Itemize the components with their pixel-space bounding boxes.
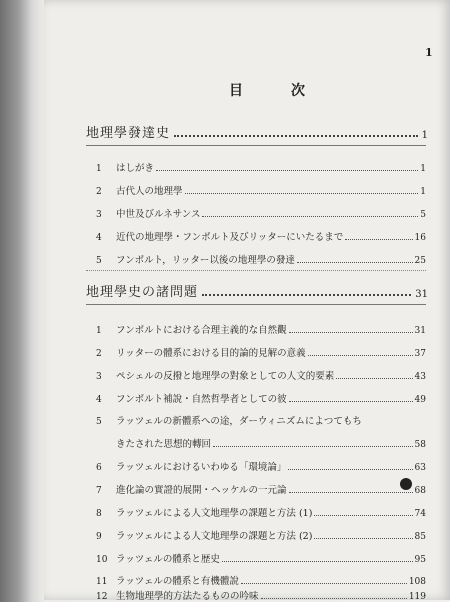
entry-title: ラッツェルによる人文地理學の課題と方法 (1): [116, 508, 313, 519]
section-rule: [86, 304, 426, 305]
entry-title: ペシェルの反撥と地理學の對象としての人文的要素: [116, 371, 335, 382]
entry-title: ラッツェルの體系と有機體說: [116, 576, 239, 587]
leader-dots: [308, 354, 413, 356]
entry-title: ラッツェルの新體系への途，ダーウィニズムによつてもち: [116, 416, 362, 427]
entry-title: フンボルトにおける合理主義的な自然觀: [116, 325, 287, 336]
toc-entry: [96, 368, 426, 382]
toc-entry: [96, 206, 426, 220]
entry-title: 古代人の地理學: [116, 186, 183, 197]
entry-number: 1: [96, 164, 102, 174]
leader-dots: [297, 261, 413, 263]
toc-entry: [96, 413, 426, 427]
entry-number: 3: [96, 210, 102, 220]
leader-dots: [289, 491, 413, 493]
toc-entry: [96, 482, 426, 496]
entry-number: 12: [96, 592, 108, 602]
leader-dots: [289, 331, 413, 333]
entry-number: 7: [96, 486, 102, 496]
leader-dots: [314, 537, 412, 539]
toc-entry: [96, 459, 426, 473]
entry-number: 5: [96, 256, 102, 266]
toc-heading: 目次: [229, 83, 353, 99]
entry-number: 2: [96, 187, 102, 197]
entry-title: ラッツェルによる人文地理學の課題と方法 (2): [116, 531, 313, 542]
entry-number: 2: [96, 349, 102, 359]
entry-page: 58: [414, 440, 426, 450]
entry-page: 5: [420, 210, 426, 220]
leader-dots: [202, 215, 418, 217]
section-page: 1: [421, 130, 428, 141]
leader-dots: [336, 377, 412, 379]
section-title-1: [86, 122, 428, 141]
entry-page: 108: [408, 577, 426, 587]
binder-ring-icon: [400, 478, 412, 490]
entry-number: 10: [96, 555, 108, 565]
entry-title: リッターの體系における目的論的見解の意義: [116, 348, 306, 359]
section-title-2: [86, 281, 428, 300]
entry-title: フンボルト補說・自然哲學者としての彼: [116, 394, 287, 405]
entry-number: 4: [96, 233, 102, 243]
leader-dots: [289, 400, 413, 402]
entry-number: 9: [96, 532, 102, 542]
entry-page: 95: [414, 555, 426, 565]
entry-title: 進化論の實證的展開・ヘッケルの一元論: [116, 485, 287, 496]
entry-page: 68: [414, 486, 426, 496]
section-divider: [86, 270, 426, 271]
entry-page: 49: [414, 395, 426, 405]
leader-dots: [156, 169, 418, 171]
entry-number: 6: [96, 463, 102, 473]
page-number: 1: [425, 46, 433, 59]
leader-dots: [288, 468, 412, 470]
toc-entry: [96, 345, 426, 359]
section-page: 31: [415, 289, 428, 300]
entry-page: 74: [414, 509, 426, 519]
leader-dots: [222, 560, 413, 562]
leader-dots: [185, 192, 419, 194]
toc-entry: [96, 551, 426, 565]
section-rule: [86, 145, 426, 146]
entry-page: 119: [408, 592, 426, 602]
leader-dots: [314, 514, 412, 516]
entry-title: 中世及びルネサンス: [116, 209, 201, 220]
leader-dots: [241, 582, 407, 584]
toc-entry: [96, 229, 426, 243]
toc-entry: [96, 573, 426, 587]
toc-entry: [96, 160, 426, 174]
toc-entry: [96, 528, 426, 542]
entry-page: 1: [420, 187, 426, 197]
leader-dots: [213, 445, 413, 447]
entry-number: 11: [96, 577, 108, 587]
entry-title: 近代の地理學・フンボルト及びリッターにいたるまで: [116, 232, 344, 243]
leader-dots: [261, 597, 407, 599]
toc-entry: [96, 505, 426, 519]
leader-dots: [174, 134, 418, 137]
entry-title: ラッツェルの體系と歴史: [116, 554, 220, 565]
entry-page: 16: [414, 233, 426, 243]
entry-number: 8: [96, 509, 102, 519]
section-title-text: 地理學發達史: [86, 126, 171, 141]
toc-entry: [96, 252, 426, 266]
entry-title: はしがき: [116, 163, 155, 174]
entry-title-continued: きたされた思想的轉回: [116, 439, 212, 450]
toc-entry: [96, 322, 426, 336]
entry-title: ラッツェルにおけるいわゆる「環境論」: [116, 462, 287, 473]
toc-entry: [96, 183, 426, 197]
entry-page: 85: [414, 532, 426, 542]
entry-title: 生物地理學的方法たるものの吟味: [116, 591, 259, 602]
entry-page: 63: [414, 463, 426, 473]
section-title-text: 地理學史の諸問題: [86, 285, 199, 300]
entry-page: 1: [420, 164, 426, 174]
entry-number: 1: [96, 326, 102, 336]
book-page: [44, 0, 450, 600]
entry-page: 37: [414, 349, 426, 359]
toc-entry: [96, 391, 426, 405]
entry-number: 4: [96, 395, 102, 405]
entry-number: 3: [96, 372, 102, 382]
leader-dots: [202, 293, 411, 296]
entry-number: 5: [96, 417, 102, 427]
entry-page: 31: [414, 326, 426, 336]
leader-dots: [345, 238, 412, 240]
entry-page: 25: [414, 256, 426, 266]
toc-entry-continued: [116, 436, 426, 450]
entry-title: フンボルト，リッター以後の地理學の發達: [116, 255, 295, 266]
entry-page: 43: [414, 372, 426, 382]
